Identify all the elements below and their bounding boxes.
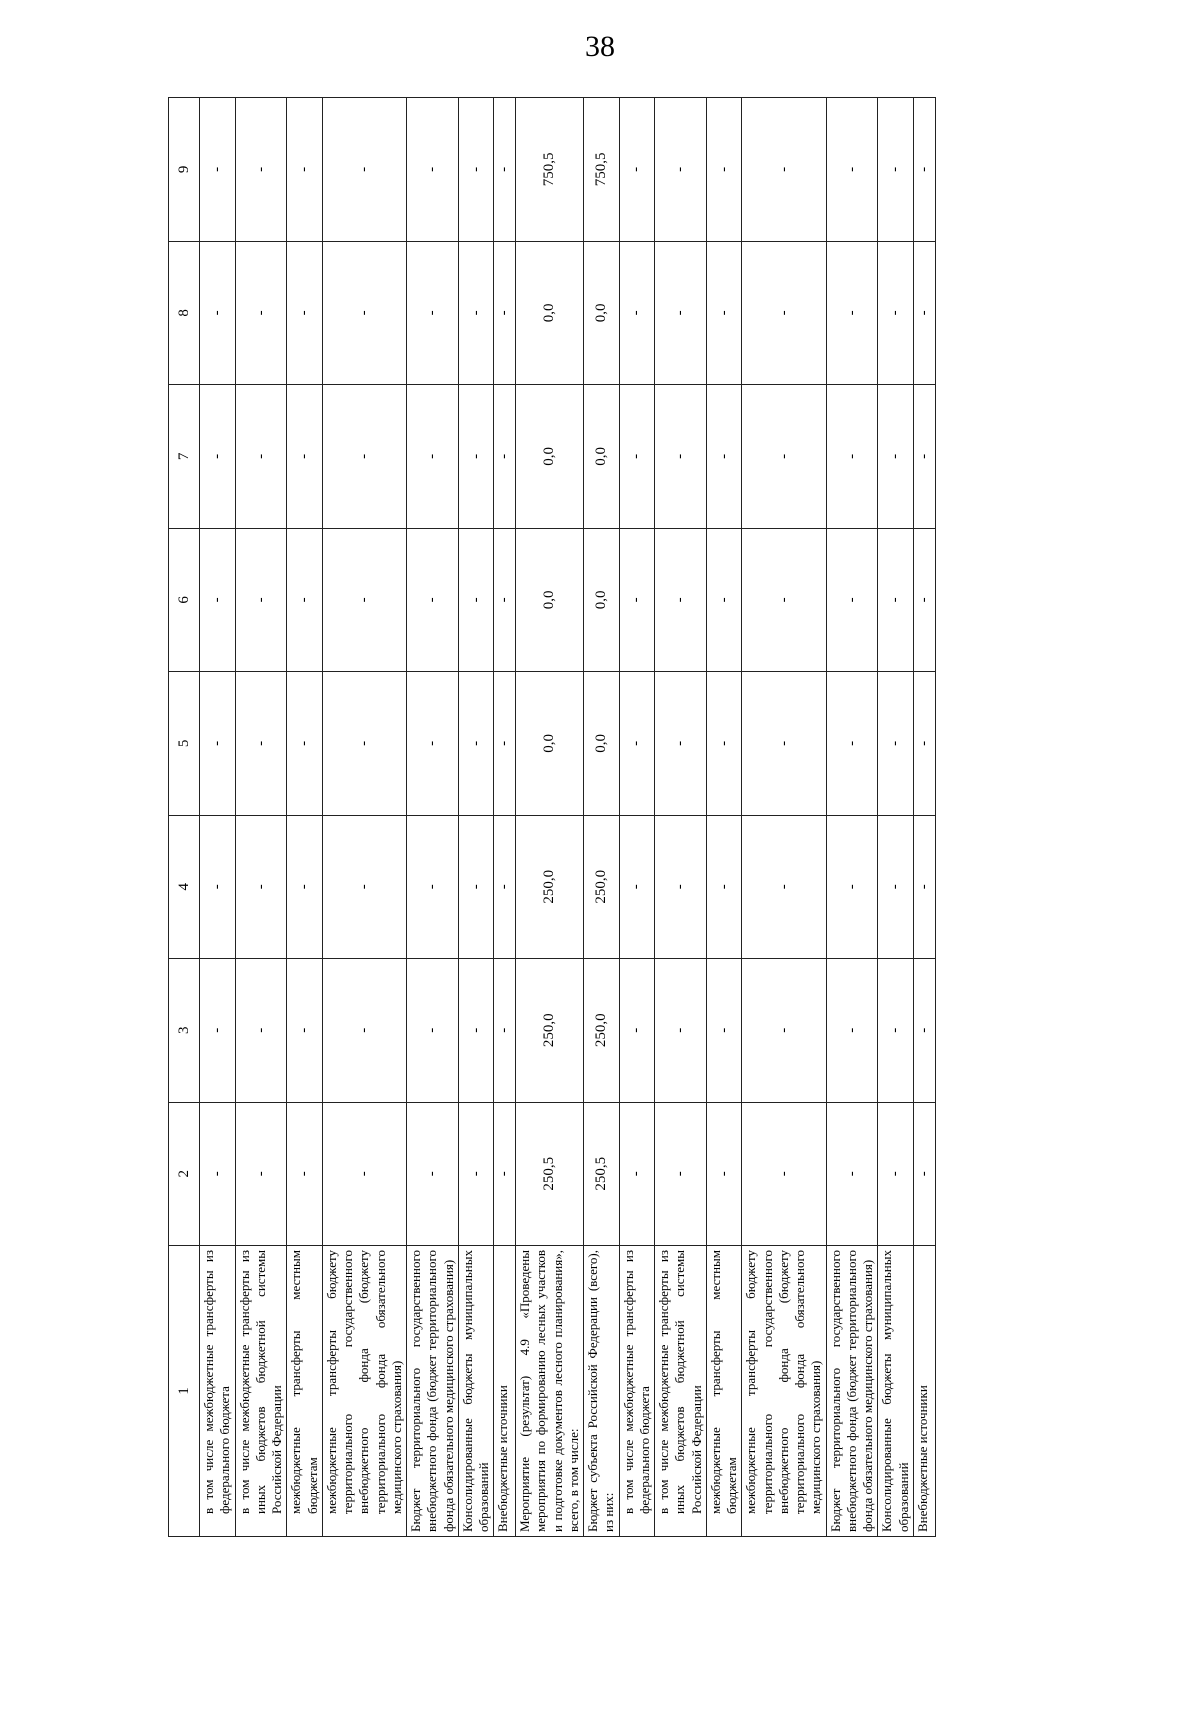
value-cell: -	[407, 528, 459, 671]
value-cell: -	[655, 815, 707, 958]
value-cell: -	[458, 1102, 494, 1245]
value-cell: -	[619, 959, 655, 1102]
column-number: 6	[169, 528, 200, 671]
value-cell: -	[878, 385, 914, 528]
row-label: Внебюджетные источники	[494, 1246, 516, 1537]
row-label: межбюджетные трансферты местным бюджетам	[706, 1246, 742, 1537]
rotated-table-wrapper	[168, 97, 1068, 1537]
value-cell: -	[458, 98, 494, 242]
value-cell: -	[655, 1102, 707, 1245]
column-number-row	[169, 98, 200, 1537]
value-cell: -	[742, 672, 826, 815]
value-cell: -	[826, 385, 878, 528]
value-cell: -	[706, 241, 742, 384]
value-cell: -	[655, 241, 707, 384]
value-cell: -	[458, 672, 494, 815]
table-row	[235, 98, 287, 1537]
value-cell: -	[200, 98, 236, 242]
value-cell: -	[235, 241, 287, 384]
value-cell: -	[878, 1102, 914, 1245]
row-label: Внебюджетные источники	[913, 1246, 935, 1537]
value-cell: -	[200, 672, 236, 815]
value-cell: -	[287, 98, 323, 242]
value-cell: -	[287, 241, 323, 384]
value-cell: -	[826, 98, 878, 242]
value-cell: 0,0	[516, 241, 584, 384]
table-row	[516, 98, 584, 1537]
value-cell: -	[200, 959, 236, 1102]
table-row	[878, 98, 914, 1537]
value-cell: -	[235, 385, 287, 528]
value-cell: -	[878, 528, 914, 671]
value-cell: 750,5	[516, 98, 584, 242]
row-label: Мероприятие (результат) 4.9 «Проведены мероприятия по формированию лесных участков и подготовке документов лесного планирования», всего, в том числе:	[516, 1246, 584, 1537]
value-cell: -	[913, 672, 935, 815]
value-cell: -	[235, 959, 287, 1102]
value-cell: -	[235, 1102, 287, 1245]
value-cell: -	[619, 672, 655, 815]
value-cell: -	[200, 815, 236, 958]
value-cell: -	[619, 98, 655, 242]
table-row	[655, 98, 707, 1537]
value-cell: 0,0	[516, 528, 584, 671]
row-label: межбюджетные трансферты бюджету территориального государственного внебюджетного фонда (бюджету территориального фонда обязательного медицинского страхования)	[742, 1246, 826, 1537]
table-row	[407, 98, 459, 1537]
row-label: межбюджетные трансферты бюджету территориального государственного внебюджетного фонда (бюджету территориального фонда обязательного медицинского страхования)	[322, 1246, 406, 1537]
value-cell: -	[913, 385, 935, 528]
value-cell: -	[742, 815, 826, 958]
column-number: 7	[169, 385, 200, 528]
value-cell: -	[742, 959, 826, 1102]
value-cell: 0,0	[584, 672, 620, 815]
value-cell: -	[742, 241, 826, 384]
value-cell: -	[494, 528, 516, 671]
value-cell: -	[200, 385, 236, 528]
value-cell: -	[235, 98, 287, 242]
value-cell: -	[407, 1102, 459, 1245]
value-cell: -	[826, 672, 878, 815]
value-cell: -	[913, 241, 935, 384]
budget-table	[168, 97, 936, 1537]
value-cell: -	[235, 672, 287, 815]
value-cell: 250,0	[516, 815, 584, 958]
table-row	[913, 98, 935, 1537]
value-cell: -	[200, 528, 236, 671]
value-cell: -	[826, 1102, 878, 1245]
value-cell: -	[407, 815, 459, 958]
value-cell: -	[706, 98, 742, 242]
value-cell: -	[619, 241, 655, 384]
value-cell: 250,5	[516, 1102, 584, 1245]
value-cell: 250,0	[516, 959, 584, 1102]
value-cell: -	[619, 815, 655, 958]
page-number: 38	[585, 30, 615, 63]
value-cell: -	[913, 98, 935, 242]
value-cell: -	[322, 98, 406, 242]
table-row	[584, 98, 620, 1537]
value-cell: -	[706, 815, 742, 958]
value-cell: -	[878, 672, 914, 815]
value-cell: -	[287, 672, 323, 815]
value-cell: -	[494, 241, 516, 384]
value-cell: -	[407, 385, 459, 528]
value-cell: -	[200, 1102, 236, 1245]
value-cell: -	[322, 1102, 406, 1245]
value-cell: -	[878, 98, 914, 242]
value-cell: -	[458, 385, 494, 528]
column-number: 4	[169, 815, 200, 958]
value-cell: -	[878, 815, 914, 958]
table-row	[619, 98, 655, 1537]
table-row	[742, 98, 826, 1537]
row-label: Бюджет территориального государственного внебюджетного фонда (бюджет территориального фонда обязательного медицинского страхования)	[826, 1246, 878, 1537]
value-cell: -	[322, 385, 406, 528]
table-row	[287, 98, 323, 1537]
value-cell: 0,0	[584, 385, 620, 528]
value-cell: -	[706, 672, 742, 815]
value-cell: 0,0	[584, 241, 620, 384]
value-cell: -	[287, 1102, 323, 1245]
value-cell: -	[878, 241, 914, 384]
value-cell: -	[494, 1102, 516, 1245]
value-cell: -	[913, 815, 935, 958]
value-cell: -	[742, 385, 826, 528]
value-cell: -	[494, 672, 516, 815]
value-cell: -	[742, 528, 826, 671]
value-cell: -	[407, 241, 459, 384]
table-row	[826, 98, 878, 1537]
row-label: в том числе межбюджетные трансферты из федерального бюджета	[200, 1246, 236, 1537]
row-label: Консолидированные бюджеты муниципальных образований	[878, 1246, 914, 1537]
column-number: 5	[169, 672, 200, 815]
value-cell: -	[494, 959, 516, 1102]
value-cell: -	[913, 1102, 935, 1245]
value-cell: -	[706, 385, 742, 528]
value-cell: 750,5	[584, 98, 620, 242]
value-cell: -	[913, 959, 935, 1102]
column-number: 9	[169, 98, 200, 242]
value-cell: -	[235, 528, 287, 671]
row-label: в том числе межбюджетные трансферты из иных бюджетов бюджетной системы Российской Федерации	[235, 1246, 287, 1537]
value-cell: -	[913, 528, 935, 671]
value-cell: -	[826, 959, 878, 1102]
value-cell: -	[287, 959, 323, 1102]
value-cell: -	[878, 959, 914, 1102]
value-cell: -	[287, 528, 323, 671]
value-cell: -	[655, 959, 707, 1102]
value-cell: -	[458, 241, 494, 384]
table-row	[458, 98, 494, 1537]
value-cell: -	[655, 672, 707, 815]
value-cell: -	[287, 385, 323, 528]
value-cell: -	[407, 672, 459, 815]
value-cell: 250,0	[584, 959, 620, 1102]
value-cell: -	[322, 959, 406, 1102]
value-cell: -	[322, 815, 406, 958]
value-cell: -	[742, 1102, 826, 1245]
row-label: в том числе межбюджетные трансферты из иных бюджетов бюджетной системы Российской Федерации	[655, 1246, 707, 1537]
value-cell: -	[494, 385, 516, 528]
row-label: Бюджет субъекта Российской Федерации (всего), из них:	[584, 1246, 620, 1537]
value-cell: -	[458, 528, 494, 671]
value-cell: -	[706, 959, 742, 1102]
row-label: межбюджетные трансферты местным бюджетам	[287, 1246, 323, 1537]
value-cell: -	[655, 98, 707, 242]
value-cell: -	[706, 528, 742, 671]
value-cell: 250,5	[584, 1102, 620, 1245]
value-cell: -	[458, 959, 494, 1102]
column-number: 3	[169, 959, 200, 1102]
value-cell: -	[619, 528, 655, 671]
value-cell: -	[407, 98, 459, 242]
row-label: Консолидированные бюджеты муниципальных образований	[458, 1246, 494, 1537]
value-cell: -	[826, 815, 878, 958]
value-cell: 0,0	[516, 385, 584, 528]
value-cell: -	[655, 528, 707, 671]
value-cell: -	[742, 98, 826, 242]
table-body	[200, 98, 936, 1537]
value-cell: -	[322, 528, 406, 671]
value-cell: -	[826, 241, 878, 384]
value-cell: -	[322, 672, 406, 815]
value-cell: -	[619, 1102, 655, 1245]
row-label: Бюджет территориального государственного внебюджетного фонда (бюджет территориального фонда обязательного медицинского страхования)	[407, 1246, 459, 1537]
value-cell: -	[235, 815, 287, 958]
value-cell: 0,0	[516, 672, 584, 815]
table-frame	[168, 97, 1068, 1537]
row-label: в том числе межбюджетные трансферты из федерального бюджета	[619, 1246, 655, 1537]
table-row	[494, 98, 516, 1537]
value-cell: -	[322, 241, 406, 384]
table-row	[322, 98, 406, 1537]
column-number: 1	[169, 1246, 200, 1537]
value-cell: 250,0	[584, 815, 620, 958]
value-cell: -	[826, 528, 878, 671]
value-cell: -	[706, 1102, 742, 1245]
table-row	[706, 98, 742, 1537]
table-row	[200, 98, 236, 1537]
value-cell: -	[655, 385, 707, 528]
column-number: 8	[169, 241, 200, 384]
value-cell: -	[494, 98, 516, 242]
value-cell: -	[458, 815, 494, 958]
value-cell: -	[494, 815, 516, 958]
value-cell: -	[619, 385, 655, 528]
value-cell: -	[200, 241, 236, 384]
column-number: 2	[169, 1102, 200, 1245]
value-cell: -	[287, 815, 323, 958]
value-cell: -	[407, 959, 459, 1102]
value-cell: 0,0	[584, 528, 620, 671]
